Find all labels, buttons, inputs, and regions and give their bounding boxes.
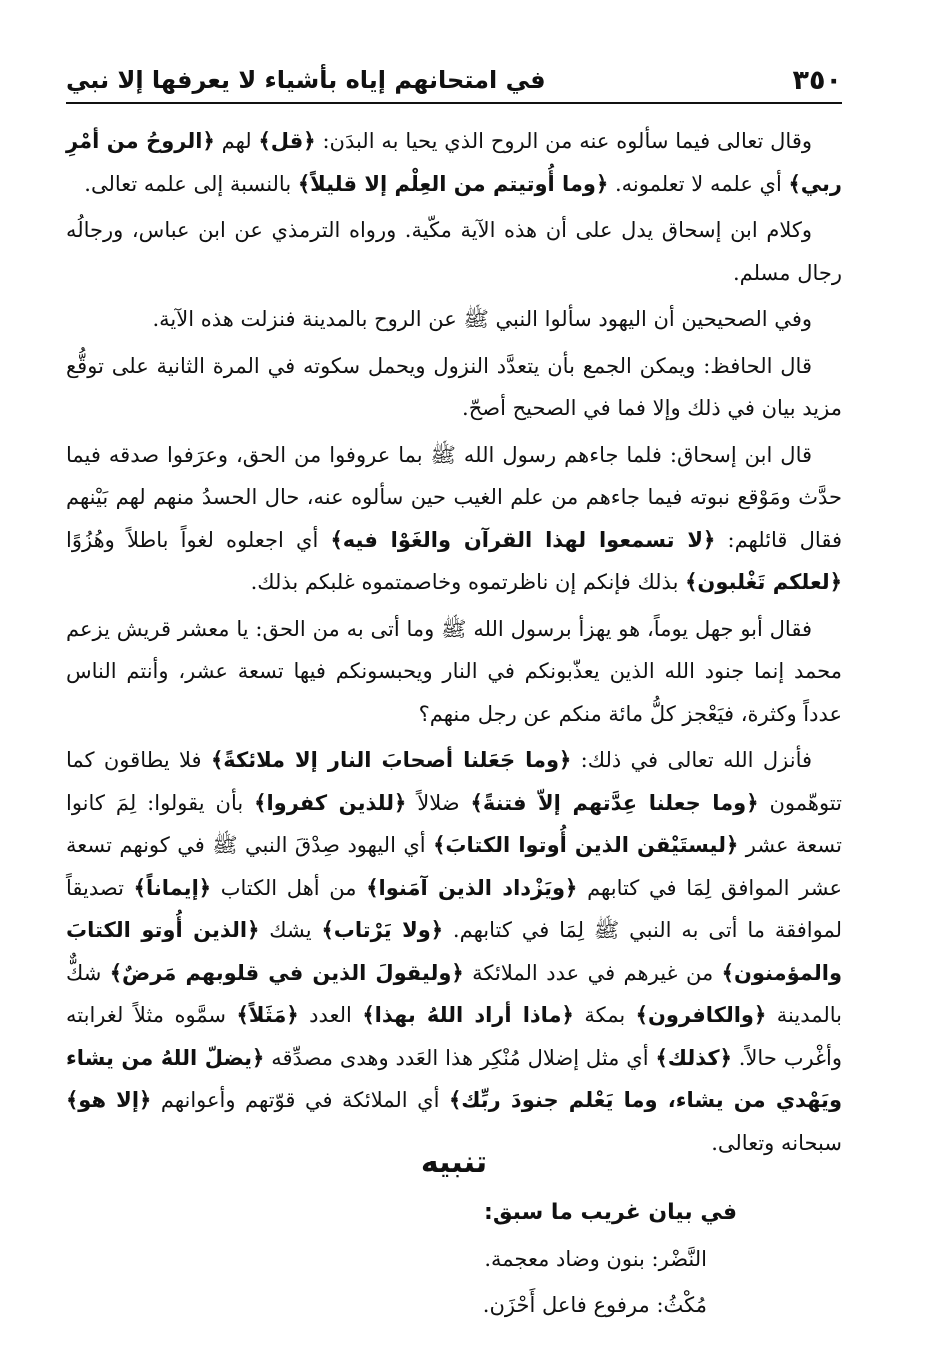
quran-verse: ﴿لعلكم تَغْلبون﴾ <box>685 570 842 594</box>
text-run: يشك <box>259 918 322 942</box>
text-run: من أهل الكتاب <box>211 875 367 900</box>
text-run: فقال أبو جهل يوماً، هو يهزأ برسول الله ﷺ وما أتى به من الحق: يا معشر قريش يزعم محمد إنما جنود الله الذين يعذّبونكم في النار ويحبسونكم فيها تسعة عشر، وأنتم الناس عدداً وكثرة، فيَعْجز كلُّ مائة منكم عن رجل منهم؟ <box>66 616 842 726</box>
quran-verse: ﴿للذين كفروا﴾ <box>254 790 407 815</box>
paragraph <box>66 608 842 736</box>
text-run: فلا يطاقون كما تتوهّمون <box>66 748 842 815</box>
quran-verse: ﴿يضلّ اللهُ من يشاء ويَهْدي من يشاء، وما يَعْلم جنودَ ربِّك﴾ <box>66 1045 842 1112</box>
text-run: سبحانه وتعالى. <box>711 1130 842 1155</box>
main-text <box>66 120 842 1168</box>
text-run: وقال تعالى فيما سألوه عنه من الروح الذي يحيا به البدَن: <box>315 129 812 153</box>
text-run: بالنسبة إلى علمه تعالى. <box>84 171 298 196</box>
page-number: ٣٥٠ <box>792 64 842 96</box>
text-run: أي الملائكة في قوّتهم وأعوانهم <box>151 1088 449 1112</box>
quran-verse: ﴿ويَزْداد الذين آمَنوا﴾ <box>366 875 578 900</box>
quran-verse: ﴿وليقولَ الذين في قلوبهم مَرضٌ﴾ <box>109 960 464 985</box>
quran-verse: ﴿مَثَلاً﴾ <box>236 1003 299 1027</box>
paragraph <box>66 345 842 430</box>
quran-verse: ﴿إيماناً﴾ <box>133 875 212 900</box>
text-run: من غيرهم في عدد الملائكة <box>463 960 722 985</box>
quran-verse: ﴿ولا يَرْتاب﴾ <box>321 918 444 942</box>
paragraph <box>66 434 842 604</box>
glossary-title: في بيان غريب ما سبق: <box>484 1200 737 1225</box>
text-run: قال ابن إسحاق: فلما جاءهم رسول الله ﷺ بما عروفوا من الحق، وعرَفوا صدقه فيما حدَّث ومَوْقع نبوته فيما جاءهم من علم الغيب حين سألوه عنه، حال الحسدُ منهم لهم بَيْنهم فقال قائلهم: <box>66 442 842 552</box>
quran-verse: ﴿ليستَيْقن الذين أُوتوا الكتابَ﴾ <box>433 833 739 857</box>
quran-verse: ﴿ماذا أراد اللهُ بهذا﴾ <box>362 1003 574 1027</box>
paragraph <box>66 739 842 1164</box>
text-run: وكلام ابن إسحاق يدل على أن هذه الآية مكّية. ورواه الترمذي عن ابن عباس، ورجالُه رجال مسلم. <box>66 218 842 285</box>
text-run: أي اليهود صِدْقَ النبي ﷺ في كونهم تسعة عشر الموافق لِمَا في كتابهم <box>66 833 842 900</box>
quran-verse: ﴿إلا هو﴾ <box>66 1088 152 1112</box>
page-header <box>66 58 842 104</box>
quran-verse: ﴿لا تسمعوا لهذا القرآن والغَوْا فيه﴾ <box>330 527 716 552</box>
quran-verse: ﴿الذين أُوتو الكتابَ والمؤمنون﴾ <box>66 918 842 985</box>
text-run: بمكة <box>573 1003 636 1027</box>
quran-verse: ﴿والكافرون﴾ <box>635 1003 767 1027</box>
text-run: أي اجعلوه لغواً باطلاً وهُزُوًا <box>66 527 331 552</box>
text-run: أي علمه لا تعلمونه. <box>608 171 789 196</box>
glossary <box>66 1190 842 1328</box>
text-run: قال الحافظ: ويمكن الجمع بأن يتعدَّد النزول ويحمل سكوته في المرة الثانية على توقُّع مزيد بيان في ذلك وإلا فما في الصحيح أصحّ. <box>66 353 842 420</box>
text-run: فأنزل الله تعالى في ذلك: <box>571 748 812 772</box>
quran-verse: ﴿وما أُوتيتم من العِلْم إلا قليلاً﴾ <box>297 171 609 196</box>
glossary-item: مُكْثُ: مرفوع فاعل أَحْزَن. <box>482 1293 707 1317</box>
text-run: سمَّوه مثلاً لغرابته وأغْرب حالاً. <box>66 1003 843 1070</box>
text-run: بأن يقولوا: لِمَ كانوا تسعة عشر <box>66 790 842 857</box>
quran-verse: ﴿قل﴾ <box>258 129 316 153</box>
text-run: لهم <box>214 129 259 153</box>
text-run: تصديقاً لموافقة ما أتى به النبي ﷺ لِمَا في كتابهم. <box>66 875 843 942</box>
quran-verse: ﴿كذلك﴾ <box>655 1045 732 1070</box>
text-run: وفي الصحيحين أن اليهود سألوا النبي ﷺ عن الروح بالمدينة فنزلت هذه الآية. <box>152 307 812 331</box>
running-title: في امتحانهم إياه بأشياء لا يعرفها إلا نبي <box>66 66 546 94</box>
paragraph <box>66 298 842 341</box>
paragraph <box>66 209 842 294</box>
text-run: شكٌّ بالمدينة <box>66 960 843 1027</box>
text-run: بذلك فإنكم إن ناظرتموه وخاصمتموه غلبكم بذلك. <box>250 570 686 594</box>
glossary-item: النَّضْر: بنون وضاد معجمة. <box>484 1247 707 1271</box>
text-run: ضلالاً <box>406 790 471 815</box>
quran-verse: ﴿الروحُ من أمْرِ ربي﴾ <box>66 129 842 196</box>
text-run: أي مثل إضلال مُنْكِر هذا العَدد وهدى مصدِّقه <box>264 1045 656 1070</box>
text-run: العدد <box>298 1003 363 1027</box>
quran-verse: ﴿وما جَعَلنا أصحابَ النار إلا ملائكةً﴾ <box>210 748 572 772</box>
section-heading: تنبيه <box>420 1145 488 1180</box>
quran-verse: ﴿وما جعلنا عِدَّتهم إلاّ فتنةً﴾ <box>470 790 759 815</box>
paragraph <box>66 120 842 205</box>
